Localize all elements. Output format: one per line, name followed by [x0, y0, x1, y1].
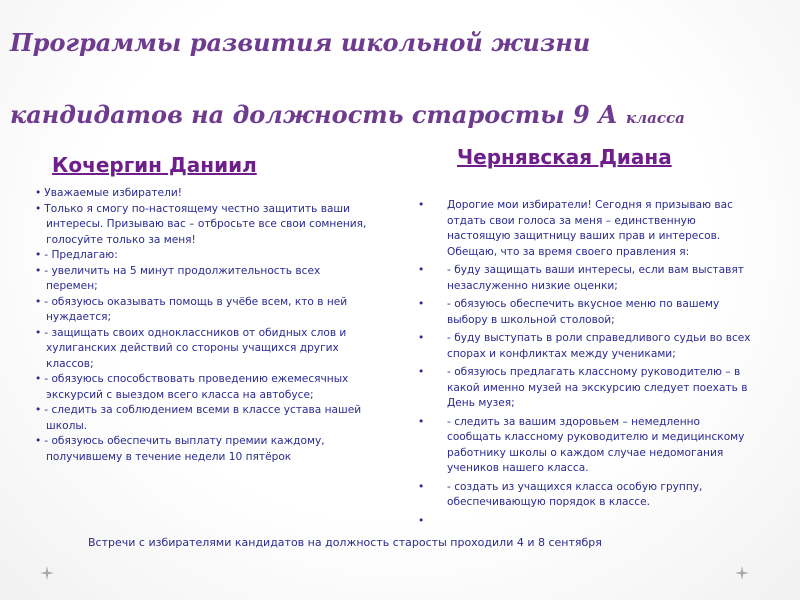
list-item: • Дорогие мои избиратели! Сегодня я призываю вас отдать свои голоса за меня – единственную настоящую защитницу ваших прав и интересов. Обещаю, что за время своего правления я: [410, 198, 755, 260]
list-item: • - обязуюсь оказывать помощь в учёбе всем, кто в ней нуждается; [30, 295, 370, 326]
list-item: • - Предлагаю: [30, 248, 370, 264]
list-item: • - обязуюсь способствовать проведению ежемесячных экскурсий с выездом всего класса на автобусе; [30, 372, 370, 403]
list-item: • - обязуюсь обеспечить выплату премии каждому, получившему в течение недели 10 пятёрок [30, 434, 370, 465]
footer-note: Встречи с избирателями кандидатов на должность старосты проходили 4 и 8 сентября [88, 536, 602, 549]
list-item: • - следить за соблюдением всеми в классе устава нашей школы. [30, 403, 370, 434]
list-item: • - обязуюсь предлагать классному руководителю – в какой именно музей на экскурсию следует поехать в День музея; [410, 365, 755, 412]
list-item: • - создать из учащихся класса особую группу, обеспечивающую порядок в классе. [410, 480, 755, 511]
list-item: • Только я смогу по-настоящему честно защитить ваши интересы. Призываю вас – отбросьте все свои сомнения, голосуйте только за меня! [30, 202, 370, 249]
title-main-text: кандидатов на должность старосты 9 А [10, 100, 618, 129]
list-item: • - защищать своих одноклассников от обидных слов и хулиганских действий со стороны учащихся других классов; [30, 326, 370, 373]
page-title-line1: Программы развития школьной жизни [10, 28, 591, 57]
list-item: • - буду выступать в роли справедливого судьи во всех спорах и конфликтах между учениками; [410, 331, 755, 362]
title-small-text: класса [625, 109, 685, 127]
right-program-list [410, 198, 755, 529]
list-item: • Уважаемые избиратели! [30, 186, 370, 202]
page-title-line2 [10, 100, 685, 129]
left-program-list [30, 186, 370, 465]
list-item-empty [410, 514, 755, 530]
list-item: • - следить за вашим здоровьем – немедленно сообщать классному руководителю и медицинскому работнику школы о каждом случае недомогания учеников нашего класса. [410, 415, 755, 477]
sparkle-icon [40, 566, 54, 580]
list-item: • - буду защищать ваши интересы, если вам выставят незаслуженно низкие оценки; [410, 263, 755, 294]
sparkle-icon [735, 566, 749, 580]
candidate-name-right: Чернявская Диана [457, 145, 672, 169]
list-item: • - обязуюсь обеспечить вкусное меню по вашему выбору в школьной столовой; [410, 297, 755, 328]
list-item: • - увеличить на 5 минут продолжительность всех перемен; [30, 264, 370, 295]
candidate-name-left: Кочергин Даниил [52, 153, 257, 177]
